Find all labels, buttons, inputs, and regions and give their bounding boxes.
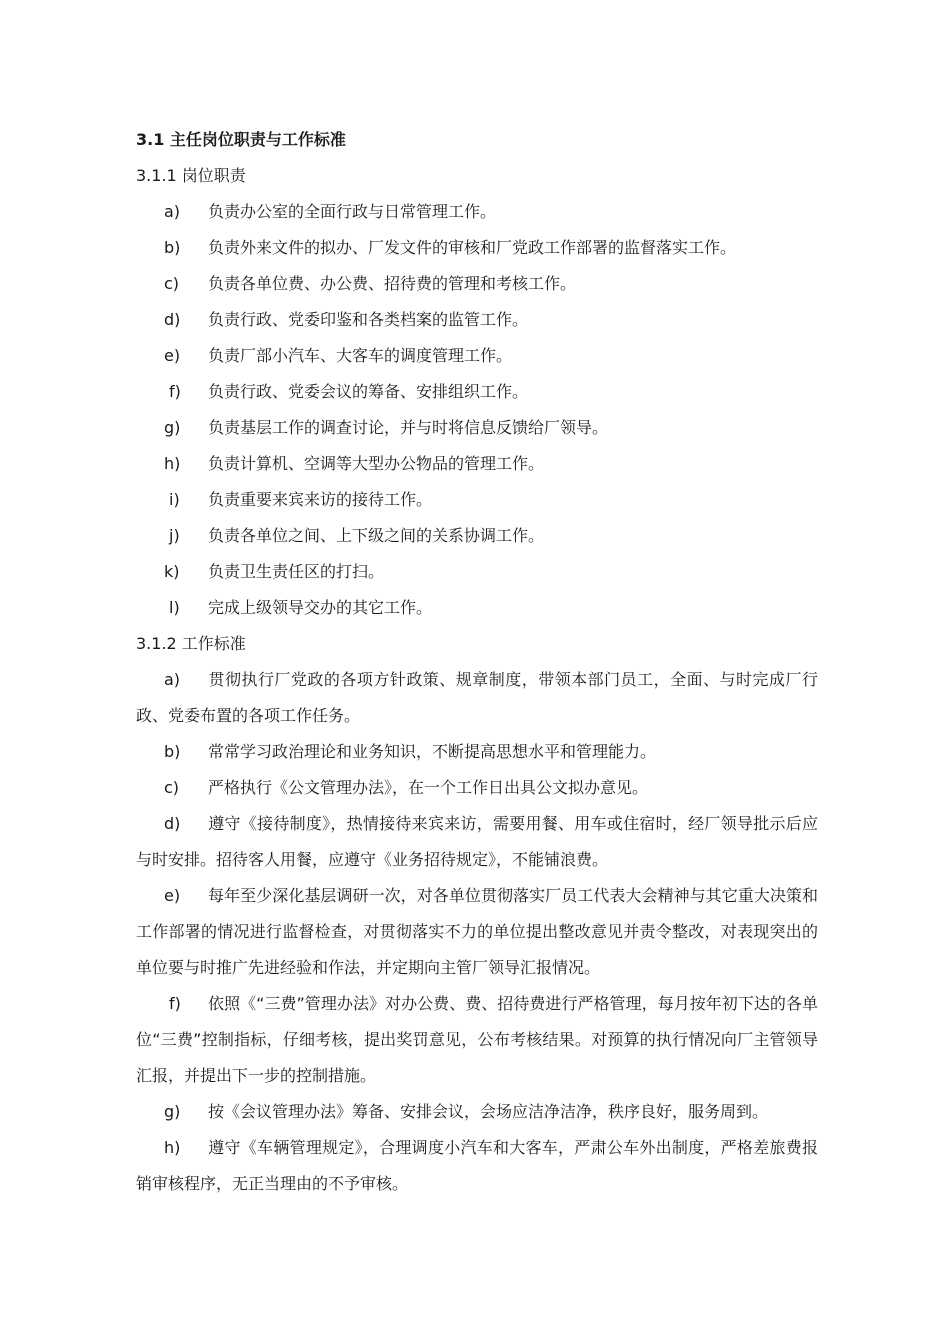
list-item <box>136 986 818 1094</box>
item-text: 负责各单位费、办公费、招待费的管理和考核工作。 <box>208 274 577 293</box>
item-marker: b) <box>164 238 181 257</box>
list-item <box>136 806 818 878</box>
item-marker: c) <box>164 274 180 293</box>
item-marker: e) <box>164 886 181 905</box>
list-item <box>136 1094 818 1130</box>
item-text: 负责重要来宾来访的接待工作。 <box>208 490 433 509</box>
list-item <box>136 590 818 626</box>
item-marker: d) <box>164 310 181 329</box>
list-item <box>136 266 818 302</box>
item-marker: f) <box>169 382 181 401</box>
standards-list <box>136 662 818 1202</box>
item-text: 依照《“三费”管理办法》对办公费、费、招待费进行严格管理，每月按年初下达的各单位“三费”控制指标，仔细考核，提出奖罚意见，公布考核结果。对预算的执行情况向厂主管领导汇报，并提出下一步的控制措施。 <box>136 994 818 1085</box>
item-marker: c) <box>164 778 180 797</box>
item-text: 负责外来文件的拟办、厂发文件的审核和厂党政工作部署的监督落实工作。 <box>208 238 737 257</box>
list-item <box>136 662 818 734</box>
item-marker: l) <box>169 598 180 617</box>
list-item <box>136 446 818 482</box>
item-text: 负责基层工作的调查讨论，并与时将信息反馈给厂领导。 <box>208 418 609 437</box>
list-item <box>136 338 818 374</box>
item-text: 负责各单位之间、上下级之间的关系协调工作。 <box>208 526 545 545</box>
item-marker: d) <box>164 814 181 833</box>
list-item <box>136 878 818 986</box>
item-marker: e) <box>164 346 181 365</box>
item-text: 完成上级领导交办的其它工作。 <box>208 598 433 617</box>
standards-heading: 3.1.2 工作标准 <box>136 634 246 653</box>
list-item <box>136 194 818 230</box>
item-text: 负责行政、党委会议的筹备、安排组织工作。 <box>208 382 529 401</box>
duties-heading: 3.1.1 岗位职责 <box>136 166 246 185</box>
item-marker: b) <box>164 742 181 761</box>
item-marker: i) <box>169 490 180 509</box>
list-item <box>136 410 818 446</box>
item-text: 负责卫生责任区的打扫。 <box>208 562 385 581</box>
list-item <box>136 1130 818 1202</box>
item-marker: g) <box>164 1102 181 1121</box>
item-text: 负责行政、党委印鉴和各类档案的监管工作。 <box>208 310 529 329</box>
item-text: 严格执行《公文管理办法》，在一个工作日出具公文拟办意见。 <box>208 778 649 797</box>
list-item <box>136 770 818 806</box>
list-item <box>136 482 818 518</box>
item-marker: h) <box>164 1138 181 1157</box>
item-text: 常常学习政治理论和业务知识，不断提高思想水平和管理能力。 <box>208 742 657 761</box>
list-item <box>136 230 818 266</box>
item-text: 按《会议管理办法》筹备、安排会议，会场应洁净洁净，秩序良好，服务周到。 <box>208 1102 769 1121</box>
item-marker: k) <box>164 562 180 581</box>
section-title: 3.1 主任岗位职责与工作标准 <box>136 130 346 149</box>
list-item <box>136 734 818 770</box>
item-marker: g) <box>164 418 181 437</box>
item-text: 遵守《车辆管理规定》，合理调度小汽车和大客车，严肃公车外出制度，严格差旅费报销审核程序，无正当理由的不予审核。 <box>136 1138 818 1193</box>
item-text: 负责厂部小汽车、大客车的调度管理工作。 <box>208 346 513 365</box>
item-marker: f) <box>169 994 181 1013</box>
item-text: 每年至少深化基层调研一次，对各单位贯彻落实厂员工代表大会精神与其它重大决策和工作部署的情况进行监督检查，对贯彻落实不力的单位提出整改意见并责令整改，对表现突出的单位要与时推广先进经验和作法，并定期向主管厂领导汇报情况。 <box>136 886 818 977</box>
item-text: 负责办公室的全面行政与日常管理工作。 <box>208 202 497 221</box>
item-marker: a) <box>164 670 181 689</box>
list-item <box>136 302 818 338</box>
item-text: 遵守《接待制度》，热情接待来宾来访，需要用餐、用车或住宿时，经厂领导批示后应与时安排。招待客人用餐，应遵守《业务招待规定》，不能铺浪费。 <box>136 814 818 869</box>
item-text: 负责计算机、空调等大型办公物品的管理工作。 <box>208 454 545 473</box>
list-item <box>136 554 818 590</box>
item-marker: h) <box>164 454 181 473</box>
document-body <box>136 122 818 1202</box>
duties-list <box>136 194 818 626</box>
list-item <box>136 518 818 554</box>
list-item <box>136 374 818 410</box>
item-text: 贯彻执行厂党政的各项方针政策、规章制度，带领本部门员工，全面、与时完成厂行政、党委布置的各项工作任务。 <box>136 670 818 725</box>
item-marker: j) <box>169 526 180 545</box>
item-marker: a) <box>164 202 181 221</box>
